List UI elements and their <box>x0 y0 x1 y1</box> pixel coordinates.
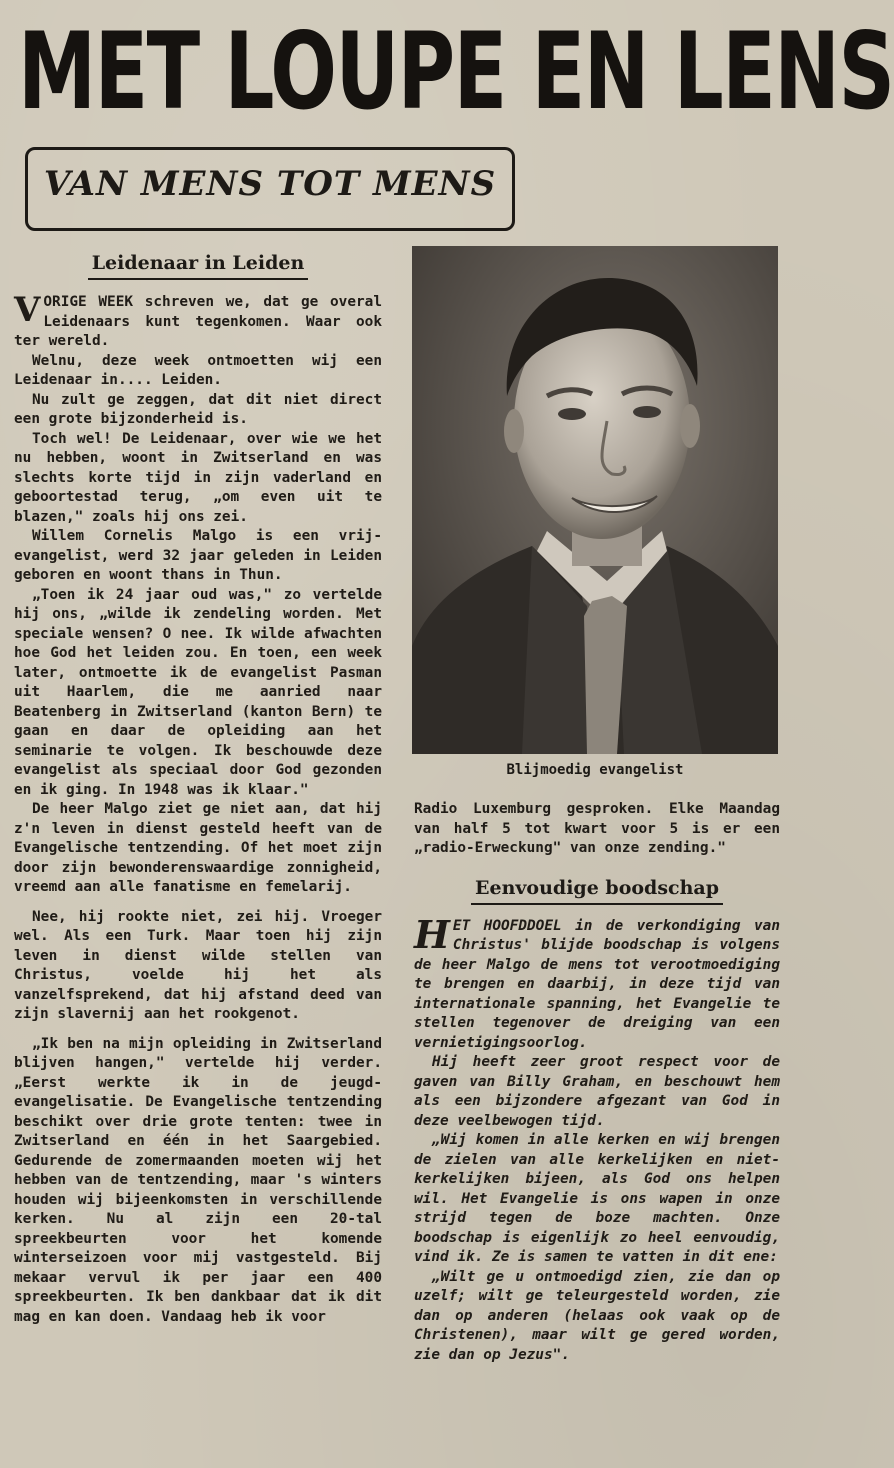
masthead-title: MET LOUPE EN LENS <box>18 10 894 133</box>
photo-caption: Blijmoedig evangelist <box>506 762 684 778</box>
drop-cap-h: H <box>414 911 450 957</box>
section-title: VAN MENS TOT MENS <box>43 164 497 204</box>
paragraph-6: „Toen ik 24 jaar oud was," zo vertelde hij ons, „wilde ik zendeling worden. Met speciale wensen? O nee. Ik wilde afwachten hoe God het leiden zou. En toen, een week later, ontmoette ik de evangelist Pasman uit Haarlem, die me aanried naar Beatenberg in Zwitserland (kanton Bern) te gaan en daar de opleiding aan het seminarie te volgen. Ik beschouwde deze evangelist als speciaal door God gezonden en ik ging. In 1948 was ik klaar." <box>14 586 382 798</box>
paragraph-4: Toch wel! De Leidenaar, over wie we het nu hebben, woont in Zwitserland en was slechts korte tijd in zijn vaderland en geboortestad terug, „om even uit te blazen," zoals hij ons zei. <box>14 430 382 525</box>
paragraph-8: Nee, hij rookte niet, zei hij. Vroeger wel. Als een Turk. Maar toen hij zijn leven in dienst wilde stellen van Christus, voelde hij het als vanzelfsprekend, dat hij afstand deed van zijn slavernij aan het rookgenot. <box>14 908 382 1022</box>
paragraph-3: Nu zult ge zeggen, dat dit niet direct een grote bijzonderheid is. <box>14 391 382 427</box>
section-heading-box <box>25 147 515 231</box>
paragraph-7: De heer Malgo ziet ge niet aan, dat hij z'n leven in dienst gesteld heeft van de Evangelische tentzending. Of het moet zijn door zijn bewonderenswaardige zonnigheid, vreemd aan alle fanatisme en femelarij. <box>14 801 382 895</box>
subheading-boodschap: Eenvoudige boodschap <box>414 875 780 901</box>
paragraph-5: Willem Cornelis Malgo is een vrij-evangelist, werd 32 jaar geleden in Leiden geboren en woont thans in Thun. <box>14 528 382 583</box>
paragraph-14: „Wilt ge u ontmoedigd zien, zie dan op uzelf; wilt ge teleurgesteld worden, zie dan op anderen (helaas ook vaak op de Christenen), maar wilt ge gered worden, zie dan op Jezus". <box>414 1268 780 1363</box>
article-column-left <box>14 250 382 1327</box>
paragraph-2: Welnu, deze week ontmoetten wij een Leidenaar in.... Leiden. <box>14 352 382 388</box>
subheading-leidenaar: Leidenaar in Leiden <box>14 250 382 276</box>
paragraph-1: VORIGE WEEK schreven we, dat ge overal Leidenaars kunt tegenkomen. Waar ook ter wereld. <box>14 290 382 349</box>
drop-cap-v: V <box>14 290 41 330</box>
paragraph-13: „Wij komen in alle kerken en wij brengen de zielen van alle kerkelijken en niet-kerkelijken bijeen, als God ons helpen wil. Het Evangelie is ons wapen in onze strijd tegen de boze machten. Onze boodschap is eigenlijk zo heel eenvoudig, vind ik. Ze is samen te vatten in dit ene: <box>414 1132 780 1265</box>
paragraph-12: Hij heeft zeer groot respect voor de gaven van Billy Graham, en beschouwt hem als een bijzondere afgezant van God in deze veelbewogen tijd. <box>414 1054 780 1129</box>
portrait-photo <box>412 246 778 754</box>
paragraph-9: „Ik ben na mijn opleiding in Zwitserland blijven hangen," vertelde hij verder. „Eerst werkte ik in de jeugd-evangelisatie. De Evangelische tentzending beschikt over drie grote tenten: twee in Zwitserland en één in het Saargebied. Gedurende de zomermaanden moeten wij het hebben van de tentzending, maar 's winters houden wij bijeenkomsten in verschillende kerken. Nu al zijn een 20-tal spreekbeurten voor het komende winterseizoen voor mij vastgesteld. Bij mekaar vervul ik per jaar een 400 spreekbeurten. Ik ben dankbaar dat ik dit mag en kan doen. Vandaag heb ik voor <box>14 1035 382 1325</box>
paragraph-10: Radio Luxemburg gesproken. Elke Maandag van half 5 tot kwart voor 5 is er een „radio-Erweckung" van onze zending." <box>414 801 780 856</box>
paragraph-11: HET HOOFDDOEL in de verkondiging van Christus' blijde boodschap is volgens de heer Malgo de mens tot verootmoediging te brengen en daarbij, in deze tijd van internationale spanning, het Evangelie te stellen tegenover de dreiging van een vernietigingsoorlog. <box>414 911 781 1051</box>
article-column-right <box>414 800 780 1365</box>
